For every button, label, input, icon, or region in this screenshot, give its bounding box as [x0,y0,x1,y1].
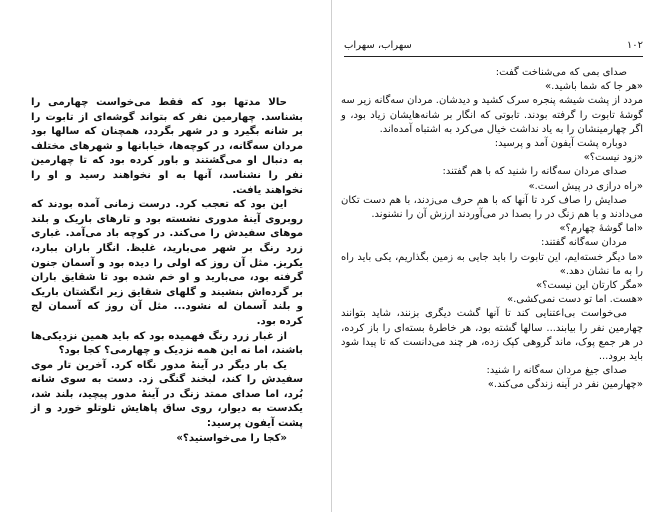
dialogue-line: «هر جا که شما باشید.» [545,81,643,93]
book-title: سهراب، سهراب [344,40,412,51]
paragraph: این بود که تعجب کرد. درست زمانی آمده بودند که روبروی آینهٔ مدوری نشسته بود و تارهای باریک و بلند موهای سفیدش را می‌کند. در کوچه باد می‌آمد. غباری زرد رنگ بر شهر می‌بارید، غلیظ. انگار باران ببارد، یکریز. مثل آن روز که اولی را دیده بود و آسمان جنون گرفته بود، می‌بارید و او خم شده بود تا شقایق باران بر گرده‌اش بنشیند و گلهای شقایق زیر انگشتان باریک و بلند آسمان له نشود... مثل آن روز که آسمان لج کرده بود. [31,199,303,327]
page-number: ۱۰۲ [626,40,643,51]
paragraph: مردان سه‌گانه گفتند: [541,237,627,249]
dialogue-line: «ما دیگر خسته‌ایم، این تابوت را باید جایی به زمین بگذاریم، یکی باید راه را به ما نشان دهد.» [341,251,643,277]
dialogue-line: «زود نیست؟» [583,152,643,164]
dialogue-line: «هست. اما تو دست نمی‌کشی.» [506,294,643,306]
paragraph: مردد از پشت شیشه پنجره سرک کشید و دیدشان. مردان سه‌گانه زیر سه گوشهٔ تابوت را گرفته بودند. تابوتی که انگار بر شانه‌هایشان زیاد بود، و اگر چهارمینشان را به یاد نداشت خیال می‌کرد به اشتباه آمده‌اند. [341,95,643,135]
running-header [344,40,643,57]
paragraph: از غبار زرد رنگ فهمیده بود که باید همین نزدیکی‌ها باشند، اما نه این همه نزدیک و چهارمی؟ کجا بود؟ [31,330,303,357]
paragraph: صدای جیغ مردان سه‌گانه را شنید: [486,365,627,377]
dialogue-line: «مگر کارتان این نیست؟» [535,280,643,292]
paragraph: دوباره پشت آیفون آمد و پرسید: [494,138,627,150]
left-page [0,0,331,512]
dialogue-line: «چهارمین نفر در آینه زندگی می‌کند.» [487,379,643,391]
dialogue-line: «راه درازی در پیش است.» [528,180,643,192]
paragraph: صدای مردان سه‌گانه را شنید که با هم گفتند: [442,166,627,178]
left-page-body [31,96,303,446]
right-page-body [341,66,643,393]
paragraph: می‌خواست بی‌اعتنایی کند تا آنها گشت دیگری بزنند، شاید بتوانند چهارمین نفر را بیابند... سالها گشته بود، هر خاطرهٔ بسته‌ای را باز کرده، در هر جمع پوک، ماند گروهی کپک زده، هر چند می‌دانست که تا پیدا شود باید برود... [341,308,643,363]
paragraph: حالا مدتها بود که فقط می‌خواست چهارمی را بشناسد. چهارمین نفر که بتواند گوشه‌ای از تابوت را بر شانه بگیرد و در شهر بگردد، همچنان که سالها بود مردان سه‌گانه، در کوچه‌ها، خیابانها و شهرهای مختلف به دنبال او می‌گشتند و باور کرده بود که تا چهارمین نفر را نشناسد، آنها به او نخواهند رسید و او را نخواهند یافت. [31,97,303,196]
paragraph: «کجا را می‌خواستید؟» [176,432,287,444]
dialogue-line: «اما گوشهٔ چهارم؟» [559,223,643,235]
right-page [332,0,663,512]
paragraph: صدای بمی که می‌شناخت گفت: [495,67,627,78]
paragraph: صدایش را صاف کرد تا آنها که با هم حرف می‌زدند، با هم دست تکان می‌دادند و با هم زنگ در را بصدا در می‌آوردند ارزش آن را نشنوند. [341,194,643,221]
paragraph: یک بار دیگر در آینهٔ مدور نگاه کرد. آخرین تار موی سفیدش را کند، لبخند گنگی زد. دست به سوی شانه بُرد، اما صدای ممتد زنگ در آینهٔ مدور پیچید، بلند شد، یکدست به دیوار، روی ساق پاهایش تلوتلو خورد و از پشت آیفون پرسید: [31,359,303,430]
